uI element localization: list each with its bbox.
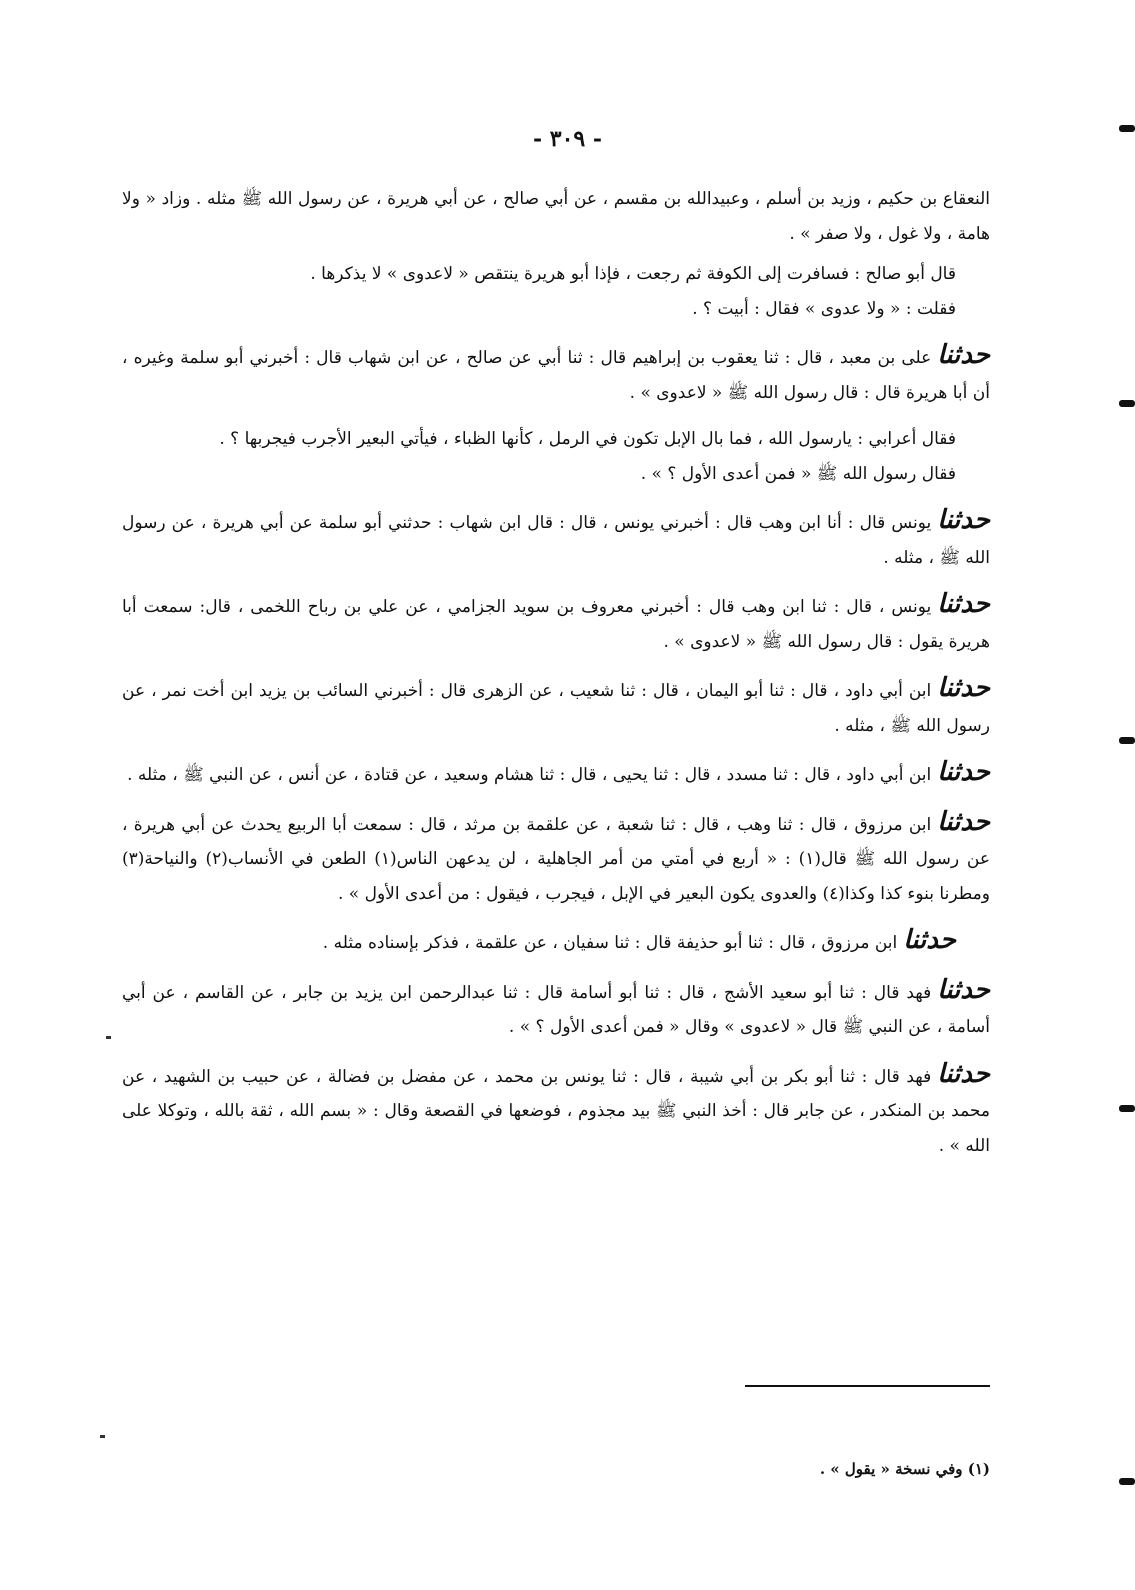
hadith-lead: حدثنا xyxy=(937,589,990,619)
paragraph-8 xyxy=(122,587,990,659)
paragraph-10 xyxy=(122,755,990,793)
hadith-lead: حدثنا xyxy=(937,673,990,703)
paragraph-text: يونس ، قال : ثنا ابن وهب قال : أخبرني معروف بن سويد الجزامي ، عن علي بن رباح اللخمى ، قال: سمعت أبا هريرة يقول : قال رسول الله ﷺ « لاعدوى » . xyxy=(122,597,990,652)
paragraph-text: فهد قال : ثنا أبو بكر بن أبي شيبة ، قال : ثنا يونس بن محمد ، عن مفضل بن فضالة ، عن حبيب بن الشهيد ، عن محمد بن المنكدر ، عن جابر قال : أخذ النبي ﷺ بيد مجذوم ، فوضعها في القصعة وقال : « بسم الله ، ثقة بالله ، وتوكلا على الله » . xyxy=(122,1066,990,1156)
footnote: (١) وفي نسخة « يقول » . xyxy=(819,1460,990,1478)
scan-speck xyxy=(106,1036,111,1039)
scan-edge-mark xyxy=(1119,1478,1135,1485)
hadith-lead: حدثنا xyxy=(903,925,956,955)
paragraph-3 xyxy=(122,292,990,327)
paragraph-text: فقلت : « ولا عدوى » فقال : أبيت ؟ . xyxy=(692,298,956,319)
paragraph-text: ابن أبي داود ، قال : ثنا أبو اليمان ، قال : ثنا شعيب ، عن الزهرى قال : أخبرني السائب بن يزيد ابن أخت نمر ، عن رسول الله ﷺ ، مثله . xyxy=(122,681,990,736)
paragraph-text: فقال رسول الله ﷺ « فمن أعدى الأول ؟ » . xyxy=(640,463,956,484)
paragraph-text: قال أبو صالح : فسافرت إلى الكوفة ثم رجعت ، فإذا أبو هريرة ينتقص « لاعدوى » لا يذكرها . xyxy=(310,264,956,284)
paragraph-text: فهد قال : ثنا أبو سعيد الأشج ، قال : ثنا أبو أسامة قال : ثنا عبدالرحمن ابن يزيد بن جابر ، عن القاسم ، عن أبي أسامة ، عن النبي ﷺ قال « لاعدوى » وقال « فمن أعدى الأول ؟ » . xyxy=(122,982,990,1037)
paragraph-text: يونس قال : أنا ابن وهب قال : أخبرني يونس ، قال : قال ابن شهاب : حدثني أبو سلمة عن أبي هريرة ، عن رسول الله ﷺ ، مثله . xyxy=(122,513,990,568)
paragraph-5 xyxy=(122,422,990,457)
scan-edge-mark xyxy=(1119,1105,1135,1112)
paragraph-7 xyxy=(122,503,990,575)
hadith-lead: حدثنا xyxy=(937,1058,990,1089)
paragraph-text: فقال أعرابي : يارسول الله ، فما بال الإبل تكون في الرمل ، كأنها الظباء ، فيأتي البعير الأجرب فيجربها ؟ . xyxy=(219,429,956,449)
paragraph-12 xyxy=(122,923,990,961)
paragraph-1 xyxy=(122,182,990,251)
hadith-lead: حدثنا xyxy=(937,806,990,837)
paragraph-2 xyxy=(122,257,990,292)
paragraph-14 xyxy=(122,1057,990,1164)
hadith-lead: حدثنا xyxy=(937,340,990,370)
paragraph-4 xyxy=(122,338,990,410)
hadith-lead: حدثنا xyxy=(937,505,990,535)
paragraph-9 xyxy=(122,671,990,743)
scan-edge-mark xyxy=(1119,737,1135,744)
scan-edge-mark xyxy=(1119,400,1135,407)
scan-speck xyxy=(100,1435,105,1438)
footnote-divider xyxy=(745,1385,990,1387)
scan-edge-mark xyxy=(1119,125,1135,132)
paragraph-6 xyxy=(122,457,990,492)
hadith-lead: حدثنا xyxy=(937,974,990,1005)
paragraph-11 xyxy=(122,805,990,912)
paragraph-text: على بن معبد ، قال : ثنا يعقوب بن إبراهيم قال : ثنا أبي عن صالح ، عن ابن شهاب قال : أخبرني أبو سلمة وغيره ، أن أبا هريرة قال : قال رسول الله ﷺ « لاعدوى » . xyxy=(122,348,990,403)
paragraph-text: النعقاع بن حكيم ، وزيد بن أسلم ، وعبيدالله بن مقسم ، عن أبي صالح ، عن أبي هريرة ، عن رسول الله ﷺ مثله . وزاد « ولا هامة ، ولا غول ، ولا صفر » . xyxy=(122,189,990,244)
main-text xyxy=(122,182,990,1169)
page-number: - ٣٠٩ - xyxy=(532,126,603,152)
paragraph-text: ابن مرزوق ، قال : ثنا أبو حذيفة قال : ثنا سفيان ، عن علقمة ، فذكر بإسناده مثله . xyxy=(322,933,898,953)
paragraph-text: ابن مرزوق ، قال : ثنا وهب ، قال : ثنا شعبة ، عن علقمة بن مرثد ، قال : سمعت أبا الربيع يحدث عن أبي هريرة ، عن رسول الله ﷺ قال(١) : « أربع في أمتي من أمر الجاهلية ، لن يدعهن الناس(١) الطعن في الأنساب(٢) والنياحة(٣) ومطرنا بنوء كذا وكذا(٤) والعدوى يكون البعير في الإبل ، فيجرب ، فيقول : من أعدى الأول » . xyxy=(122,814,991,904)
hadith-lead: حدثنا xyxy=(937,757,990,787)
paragraph-text: ابن أبي داود ، قال : ثنا مسدد ، قال : ثنا يحيى ، قال : ثنا هشام وسعيد ، عن قتادة ، عن أنس ، عن النبي ﷺ ، مثله . xyxy=(127,765,932,785)
paragraph-13 xyxy=(122,973,990,1045)
